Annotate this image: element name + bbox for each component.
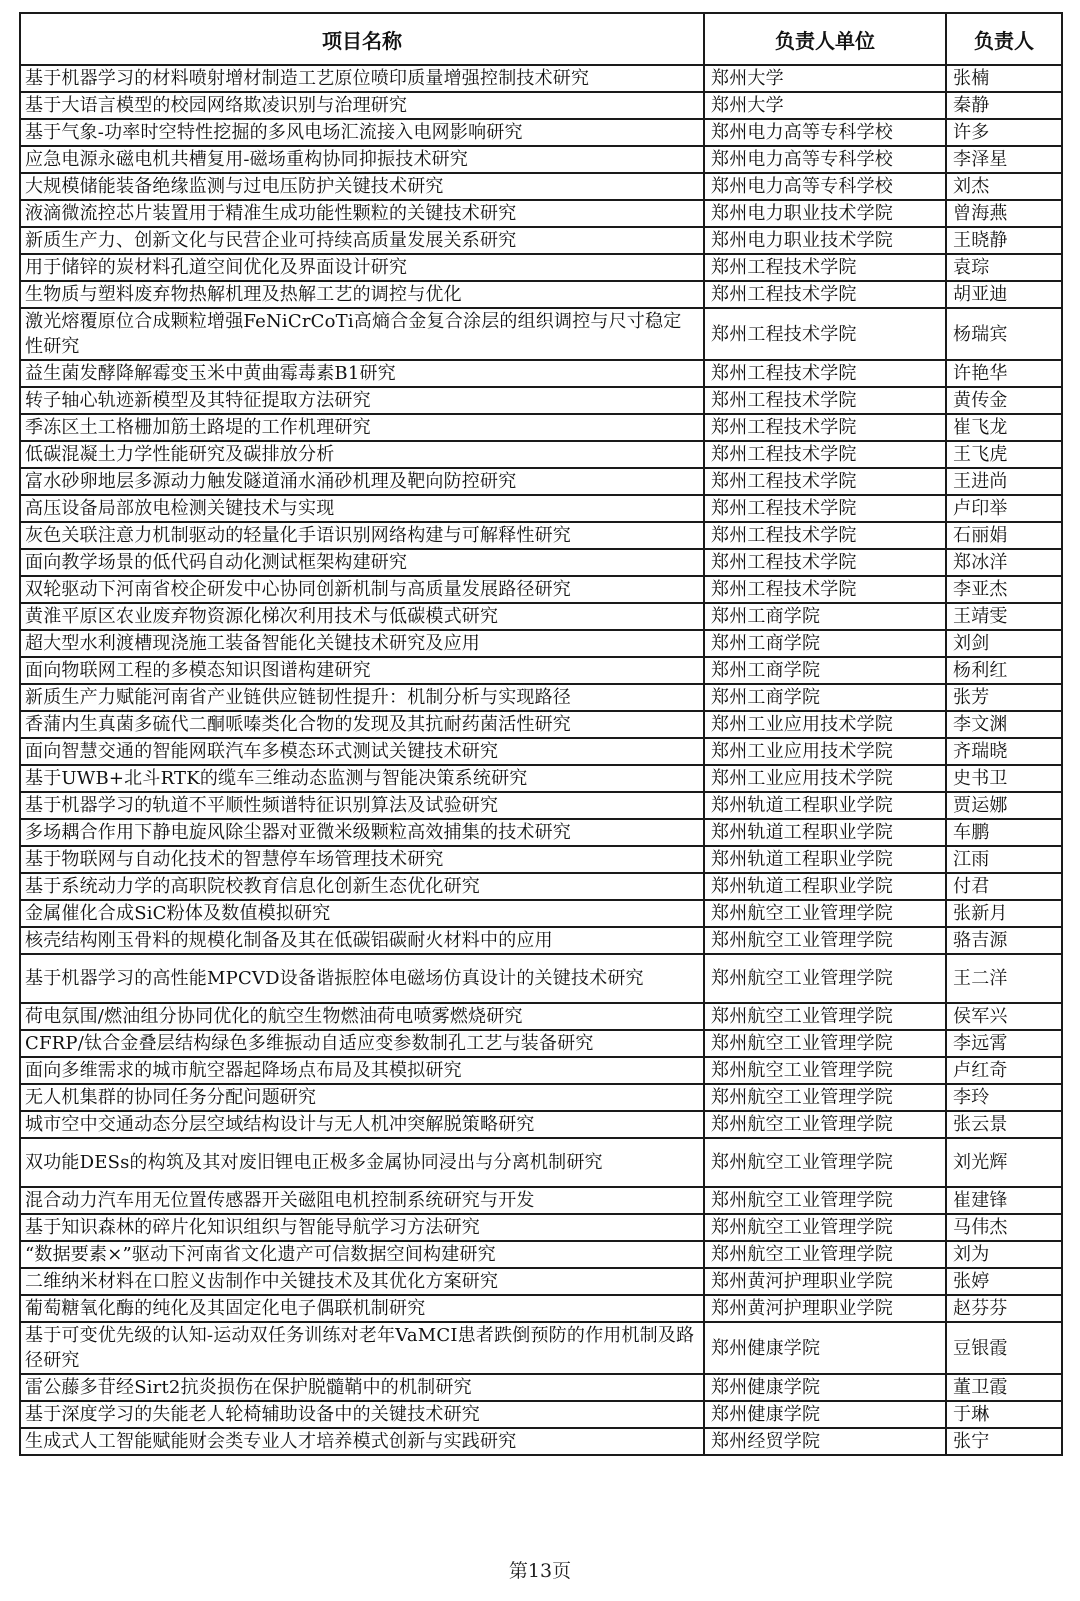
project-name-cell: 灰色关联注意力机制驱动的轻量化手语识别网络构建与可解释性研究 (20, 522, 704, 549)
person-cell: 曾海燕 (946, 200, 1062, 227)
table-row (20, 738, 1062, 765)
person-cell: 侯军兴 (946, 1003, 1062, 1030)
project-name-cell: 转子轴心轨迹新模型及其特征提取方法研究 (20, 387, 704, 414)
person-cell: 张云景 (946, 1111, 1062, 1138)
project-name-cell: 基于可变优先级的认知-运动双任务训练对老年VaMCI患者跌倒预防的作用机制及路径研究 (20, 1322, 704, 1374)
person-cell: 张宁 (946, 1428, 1062, 1455)
person-cell: 秦静 (946, 92, 1062, 119)
project-name-cell: 香蒲内生真菌多硫代二酮哌嗪类化合物的发现及其抗耐药菌活性研究 (20, 711, 704, 738)
table-row (20, 173, 1062, 200)
unit-cell: 郑州黄河护理职业学院 (704, 1268, 946, 1295)
project-name-cell: 基于机器学习的轨道不平顺性频谱特征识别算法及试验研究 (20, 792, 704, 819)
project-name-cell: 面向智慧交通的智能网联汽车多模态环式测试关键技术研究 (20, 738, 704, 765)
unit-cell: 郑州轨道工程职业学院 (704, 846, 946, 873)
person-cell: 卢红奇 (946, 1057, 1062, 1084)
person-cell: 豆银霞 (946, 1322, 1062, 1374)
table-row (20, 308, 1062, 360)
person-cell: 刘为 (946, 1241, 1062, 1268)
person-cell: 马伟杰 (946, 1214, 1062, 1241)
table-row (20, 254, 1062, 281)
unit-cell: 郑州大学 (704, 92, 946, 119)
person-cell: 崔飞龙 (946, 414, 1062, 441)
unit-cell: 郑州航空工业管理学院 (704, 1057, 946, 1084)
project-name-cell: “数据要素×”驱动下河南省文化遗产可信数据空间构建研究 (20, 1241, 704, 1268)
table-row (20, 227, 1062, 254)
table-row (20, 549, 1062, 576)
person-cell: 张新月 (946, 900, 1062, 927)
person-cell: 李亚杰 (946, 576, 1062, 603)
person-cell: 骆吉源 (946, 927, 1062, 954)
person-cell: 李玲 (946, 1084, 1062, 1111)
unit-cell: 郑州工商学院 (704, 603, 946, 630)
project-name-cell: 基于大语言模型的校园网络欺凌识别与治理研究 (20, 92, 704, 119)
table-row (20, 603, 1062, 630)
unit-cell: 郑州轨道工程职业学院 (704, 873, 946, 900)
project-name-cell: 基于UWB+北斗RTK的缆车三维动态监测与智能决策系统研究 (20, 765, 704, 792)
unit-cell: 郑州工程技术学院 (704, 360, 946, 387)
person-cell: 许艳华 (946, 360, 1062, 387)
project-name-cell: 新质生产力赋能河南省产业链供应链韧性提升：机制分析与实现路径 (20, 684, 704, 711)
unit-cell: 郑州航空工业管理学院 (704, 900, 946, 927)
table-row (20, 792, 1062, 819)
table-body (20, 65, 1062, 1455)
project-name-cell: 应急电源永磁电机共槽复用-磁场重构协同抑振技术研究 (20, 146, 704, 173)
person-cell: 石丽娟 (946, 522, 1062, 549)
table-row (20, 954, 1062, 1003)
unit-cell: 郑州电力高等专科学校 (704, 119, 946, 146)
person-cell: 张楠 (946, 65, 1062, 92)
project-name-cell: 金属催化合成SiC粉体及数值模拟研究 (20, 900, 704, 927)
table-row (20, 1322, 1062, 1374)
project-name-cell: 基于气象-功率时空特性挖掘的多风电场汇流接入电网影响研究 (20, 119, 704, 146)
person-cell: 江雨 (946, 846, 1062, 873)
unit-cell: 郑州健康学院 (704, 1322, 946, 1374)
project-name-cell: 富水砂卵地层多源动力触发隧道涌水涌砂机理及靶向防控研究 (20, 468, 704, 495)
table-row (20, 711, 1062, 738)
person-cell: 齐瑞晓 (946, 738, 1062, 765)
person-cell: 刘剑 (946, 630, 1062, 657)
person-cell: 张芳 (946, 684, 1062, 711)
unit-cell: 郑州工商学院 (704, 630, 946, 657)
table-row (20, 1241, 1062, 1268)
table-row (20, 360, 1062, 387)
project-name-cell: 新质生产力、创新文化与民营企业可持续高质量发展关系研究 (20, 227, 704, 254)
unit-cell: 郑州电力职业技术学院 (704, 200, 946, 227)
project-name-cell: 基于知识森林的碎片化知识组织与智能导航学习方法研究 (20, 1214, 704, 1241)
unit-cell: 郑州工程技术学院 (704, 281, 946, 308)
unit-cell: 郑州电力高等专科学校 (704, 173, 946, 200)
unit-cell: 郑州工程技术学院 (704, 441, 946, 468)
unit-cell: 郑州航空工业管理学院 (704, 1111, 946, 1138)
table-row (20, 522, 1062, 549)
unit-cell: 郑州工程技术学院 (704, 495, 946, 522)
unit-cell: 郑州航空工业管理学院 (704, 1241, 946, 1268)
table-header-row (20, 13, 1062, 65)
project-name-cell: 基于深度学习的失能老人轮椅辅助设备中的关键技术研究 (20, 1401, 704, 1428)
person-cell: 李远霄 (946, 1030, 1062, 1057)
table-row (20, 1030, 1062, 1057)
person-cell: 杨利红 (946, 657, 1062, 684)
person-cell: 赵芬芬 (946, 1295, 1062, 1322)
table-row (20, 414, 1062, 441)
project-name-cell: 用于储锌的炭材料孔道空间优化及界面设计研究 (20, 254, 704, 281)
project-name-cell: 生成式人工智能赋能财会类专业人才培养模式创新与实践研究 (20, 1428, 704, 1455)
unit-cell: 郑州工程技术学院 (704, 414, 946, 441)
table-row (20, 387, 1062, 414)
person-cell: 董卫霞 (946, 1374, 1062, 1401)
table-row (20, 900, 1062, 927)
person-cell: 贾运娜 (946, 792, 1062, 819)
person-cell: 许多 (946, 119, 1062, 146)
table-row (20, 576, 1062, 603)
table-row (20, 684, 1062, 711)
table-row (20, 65, 1062, 92)
table-row (20, 1401, 1062, 1428)
person-cell: 胡亚迪 (946, 281, 1062, 308)
table-row (20, 441, 1062, 468)
table-row (20, 1187, 1062, 1214)
unit-cell: 郑州工程技术学院 (704, 549, 946, 576)
unit-cell: 郑州健康学院 (704, 1401, 946, 1428)
project-name-cell: 低碳混凝土力学性能研究及碳排放分析 (20, 441, 704, 468)
project-name-cell: 二维纳米材料在口腔义齿制作中关键技术及其优化方案研究 (20, 1268, 704, 1295)
person-cell: 王二洋 (946, 954, 1062, 1003)
table-row (20, 92, 1062, 119)
project-name-cell: 荷电氛围/燃油组分协同优化的航空生物燃油荷电喷雾燃烧研究 (20, 1003, 704, 1030)
person-cell: 卢印举 (946, 495, 1062, 522)
unit-cell: 郑州工商学院 (704, 684, 946, 711)
person-cell: 刘光辉 (946, 1138, 1062, 1187)
table-row (20, 1374, 1062, 1401)
project-name-cell: 雷公藤多苷经Sirt2抗炎损伤在保护脱髓鞘中的机制研究 (20, 1374, 704, 1401)
person-cell: 袁琮 (946, 254, 1062, 281)
table-row (20, 119, 1062, 146)
table-row (20, 1084, 1062, 1111)
unit-cell: 郑州工程技术学院 (704, 522, 946, 549)
person-cell: 于琳 (946, 1401, 1062, 1428)
table-row (20, 819, 1062, 846)
unit-cell: 郑州工程技术学院 (704, 576, 946, 603)
table-row (20, 1268, 1062, 1295)
person-cell: 李文渊 (946, 711, 1062, 738)
unit-cell: 郑州工业应用技术学院 (704, 711, 946, 738)
unit-cell: 郑州经贸学院 (704, 1428, 946, 1455)
project-name-cell: 季冻区土工格栅加筋土路堤的工作机理研究 (20, 414, 704, 441)
project-name-cell: 核壳结构刚玉骨料的规模化制备及其在低碳铝碳耐火材料中的应用 (20, 927, 704, 954)
project-table (19, 12, 1063, 1456)
project-name-cell: 液滴微流控芯片装置用于精准生成功能性颗粒的关键技术研究 (20, 200, 704, 227)
unit-cell: 郑州电力高等专科学校 (704, 146, 946, 173)
unit-cell: 郑州航空工业管理学院 (704, 1084, 946, 1111)
person-cell: 杨瑞宾 (946, 308, 1062, 360)
project-name-cell: 面向教学场景的低代码自动化测试框架构建研究 (20, 549, 704, 576)
project-name-cell: 无人机集群的协同任务分配问题研究 (20, 1084, 704, 1111)
person-cell: 王晓静 (946, 227, 1062, 254)
project-name-cell: 面向物联网工程的多模态知识图谱构建研究 (20, 657, 704, 684)
table-row (20, 495, 1062, 522)
project-name-cell: 益生菌发酵降解霉变玉米中黄曲霉毒素B1研究 (20, 360, 704, 387)
unit-cell: 郑州工商学院 (704, 657, 946, 684)
person-cell: 刘杰 (946, 173, 1062, 200)
table-row (20, 1111, 1062, 1138)
unit-cell: 郑州工业应用技术学院 (704, 765, 946, 792)
unit-cell: 郑州轨道工程职业学院 (704, 792, 946, 819)
person-cell: 付君 (946, 873, 1062, 900)
table-row (20, 468, 1062, 495)
table-row (20, 1138, 1062, 1187)
person-cell: 王飞虎 (946, 441, 1062, 468)
unit-cell: 郑州工程技术学院 (704, 387, 946, 414)
project-name-cell: 城市空中交通动态分层空域结构设计与无人机冲突解脱策略研究 (20, 1111, 704, 1138)
table-row (20, 630, 1062, 657)
header-project-name: 项目名称 (20, 13, 704, 65)
table-row (20, 1057, 1062, 1084)
unit-cell: 郑州电力职业技术学院 (704, 227, 946, 254)
project-name-cell: 基于机器学习的高性能MPCVD设备谐振腔体电磁场仿真设计的关键技术研究 (20, 954, 704, 1003)
project-name-cell: 混合动力汽车用无位置传感器开关磁阻电机控制系统研究与开发 (20, 1187, 704, 1214)
project-name-cell: 激光熔覆原位合成颗粒增强FeNiCrCoTi高熵合金复合涂层的组织调控与尺寸稳定性研究 (20, 308, 704, 360)
header-unit: 负责人单位 (704, 13, 946, 65)
unit-cell: 郑州大学 (704, 65, 946, 92)
table-row (20, 765, 1062, 792)
unit-cell: 郑州轨道工程职业学院 (704, 819, 946, 846)
person-cell: 王进尚 (946, 468, 1062, 495)
project-name-cell: 大规模储能装备绝缘监测与过电压防护关键技术研究 (20, 173, 704, 200)
table-row (20, 657, 1062, 684)
table-row (20, 1003, 1062, 1030)
project-name-cell: 面向多维需求的城市航空器起降场点布局及其模拟研究 (20, 1057, 704, 1084)
unit-cell: 郑州健康学院 (704, 1374, 946, 1401)
table-row (20, 281, 1062, 308)
table-row (20, 846, 1062, 873)
person-cell: 王靖雯 (946, 603, 1062, 630)
page-number: 第13页 (508, 1560, 572, 1582)
project-name-cell: 超大型水利渡槽现浇施工装备智能化关键技术研究及应用 (20, 630, 704, 657)
project-name-cell: 双功能DESs的构筑及其对废旧锂电正极多金属协同浸出与分离机制研究 (20, 1138, 704, 1187)
unit-cell: 郑州航空工业管理学院 (704, 1187, 946, 1214)
project-name-cell: 双轮驱动下河南省校企研发中心协同创新机制与高质量发展路径研究 (20, 576, 704, 603)
person-cell: 史书卫 (946, 765, 1062, 792)
unit-cell: 郑州工程技术学院 (704, 308, 946, 360)
person-cell: 张婷 (946, 1268, 1062, 1295)
header-person: 负责人 (946, 13, 1062, 65)
unit-cell: 郑州航空工业管理学院 (704, 927, 946, 954)
project-name-cell: 基于系统动力学的高职院校教育信息化创新生态优化研究 (20, 873, 704, 900)
person-cell: 黄传金 (946, 387, 1062, 414)
person-cell: 车鹏 (946, 819, 1062, 846)
table-row (20, 1214, 1062, 1241)
table-row (20, 873, 1062, 900)
unit-cell: 郑州航空工业管理学院 (704, 1003, 946, 1030)
project-name-cell: 葡萄糖氧化酶的纯化及其固定化电子偶联机制研究 (20, 1295, 704, 1322)
project-name-cell: 黄淮平原区农业废弃物资源化梯次利用技术与低碳模式研究 (20, 603, 704, 630)
unit-cell: 郑州工程技术学院 (704, 254, 946, 281)
unit-cell: 郑州工业应用技术学院 (704, 738, 946, 765)
person-cell: 李泽星 (946, 146, 1062, 173)
table-row (20, 1295, 1062, 1322)
project-name-cell: 基于物联网与自动化技术的智慧停车场管理技术研究 (20, 846, 704, 873)
person-cell: 崔建锋 (946, 1187, 1062, 1214)
unit-cell: 郑州航空工业管理学院 (704, 1214, 946, 1241)
unit-cell: 郑州黄河护理职业学院 (704, 1295, 946, 1322)
table-row (20, 200, 1062, 227)
project-name-cell: 基于机器学习的材料喷射增材制造工艺原位喷印质量增强控制技术研究 (20, 65, 704, 92)
table-row (20, 146, 1062, 173)
project-name-cell: 多场耦合作用下静电旋风除尘器对亚微米级颗粒高效捕集的技术研究 (20, 819, 704, 846)
unit-cell: 郑州航空工业管理学院 (704, 954, 946, 1003)
unit-cell: 郑州航空工业管理学院 (704, 1138, 946, 1187)
table-row (20, 1428, 1062, 1455)
unit-cell: 郑州工程技术学院 (704, 468, 946, 495)
project-name-cell: 生物质与塑料废弃物热解机理及热解工艺的调控与优化 (20, 281, 704, 308)
person-cell: 郑冰洋 (946, 549, 1062, 576)
table-row (20, 927, 1062, 954)
project-name-cell: 高压设备局部放电检测关键技术与实现 (20, 495, 704, 522)
unit-cell: 郑州航空工业管理学院 (704, 1030, 946, 1057)
project-name-cell: CFRP/钛合金叠层结构绿色多维振动自适应变参数制孔工艺与装备研究 (20, 1030, 704, 1057)
